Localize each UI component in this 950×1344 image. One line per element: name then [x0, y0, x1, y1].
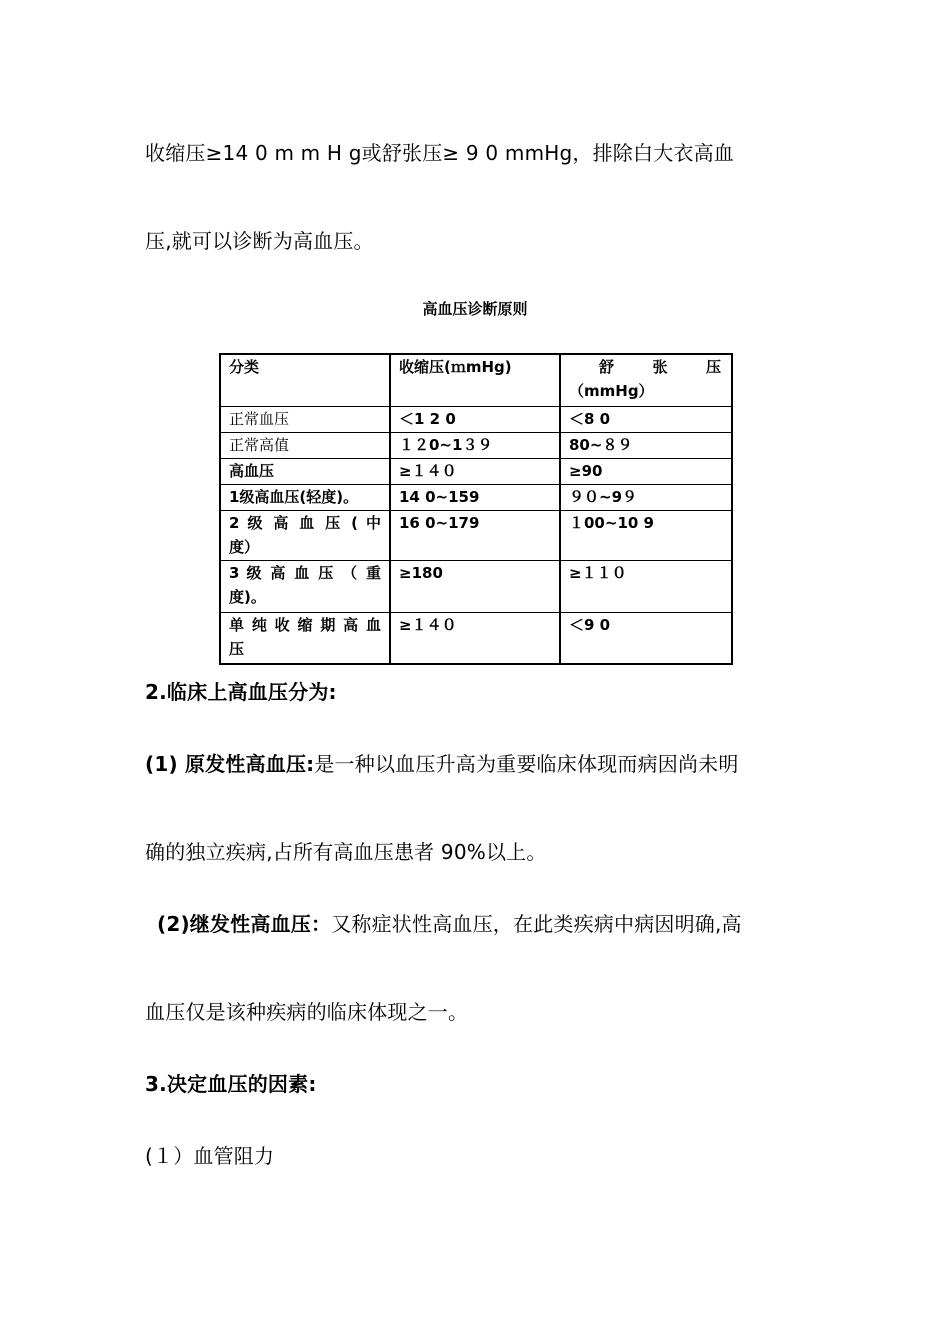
section-heading: 2.临床上高血压分为:: [145, 680, 337, 704]
table-cell: 14 0~159: [390, 484, 560, 510]
section-heading: 3.决定血压的因素:: [145, 1072, 317, 1096]
paragraph-line: 压,就可以诊断为高血压。: [145, 229, 374, 253]
paragraph-line: (1) 原发性高血压:是一种以血压升高为重要临床体现而病因尚未明: [145, 752, 739, 776]
table-cell: ＜8 0: [560, 406, 732, 432]
table-cell: ＜9 0: [560, 612, 732, 664]
table-cell: １00~10 9: [560, 510, 732, 560]
table-row: [220, 406, 732, 432]
table-cell: ≥90: [560, 458, 732, 484]
paragraph-line: (2)继发性高血压：又称症状性高血压，在此类疾病中病因明确,高: [157, 912, 742, 936]
table-cell: ９０~9９: [560, 484, 732, 510]
table-cell: 16 0~179: [390, 510, 560, 560]
table-cell: １２0~1３９: [390, 432, 560, 458]
list-item: (１）血管阻力: [145, 1144, 275, 1168]
table-row: [220, 612, 732, 664]
table-cell: 2 级 高 血 压 ( 中 度）: [220, 510, 390, 560]
table-row: [220, 432, 732, 458]
table-cell: 单纯收缩期高血 压: [220, 612, 390, 664]
table-row: [220, 484, 732, 510]
table-cell: 80~８９: [560, 432, 732, 458]
table-header-row: [220, 354, 732, 406]
term-label: (1) 原发性高血压:: [145, 752, 315, 776]
table-cell: 高血压: [220, 458, 390, 484]
term-label: (2)继发性高血压: [157, 912, 311, 936]
table-cell: 正常血压: [220, 406, 390, 432]
header-systolic: 收缩压(ｍmHg): [390, 354, 560, 406]
table-row: [220, 560, 732, 612]
table-caption: 高血压诊断原则: [422, 300, 528, 318]
table-cell: ≥180: [390, 560, 560, 612]
table-cell: ≥１４０: [390, 458, 560, 484]
header-category: 分类: [220, 354, 390, 406]
table-row: [220, 510, 732, 560]
table-cell: 3 级 高 血 压 （ 重 度)。: [220, 560, 390, 612]
table-cell: ＜1 2 0: [390, 406, 560, 432]
paragraph-line: 确的独立疾病,占所有高血压患者 90%以上。: [145, 840, 547, 864]
table-row: [220, 458, 732, 484]
paragraph-line: 收缩压≥14 0 m m H g或舒张压≥ 9 0 mmHg，排除白大衣高血: [145, 141, 734, 165]
paragraph-line: 血压仅是该种疾病的临床体现之一。: [145, 1000, 469, 1024]
table-cell: ≥１１０: [560, 560, 732, 612]
table-cell: 正常高值: [220, 432, 390, 458]
table-cell: ≥１４０: [390, 612, 560, 664]
table-cell: 1级高血压(轻度)。: [220, 484, 390, 510]
header-diastolic: 舒 张 压 （mmHg）: [560, 354, 732, 406]
diagnosis-table: [219, 353, 733, 665]
